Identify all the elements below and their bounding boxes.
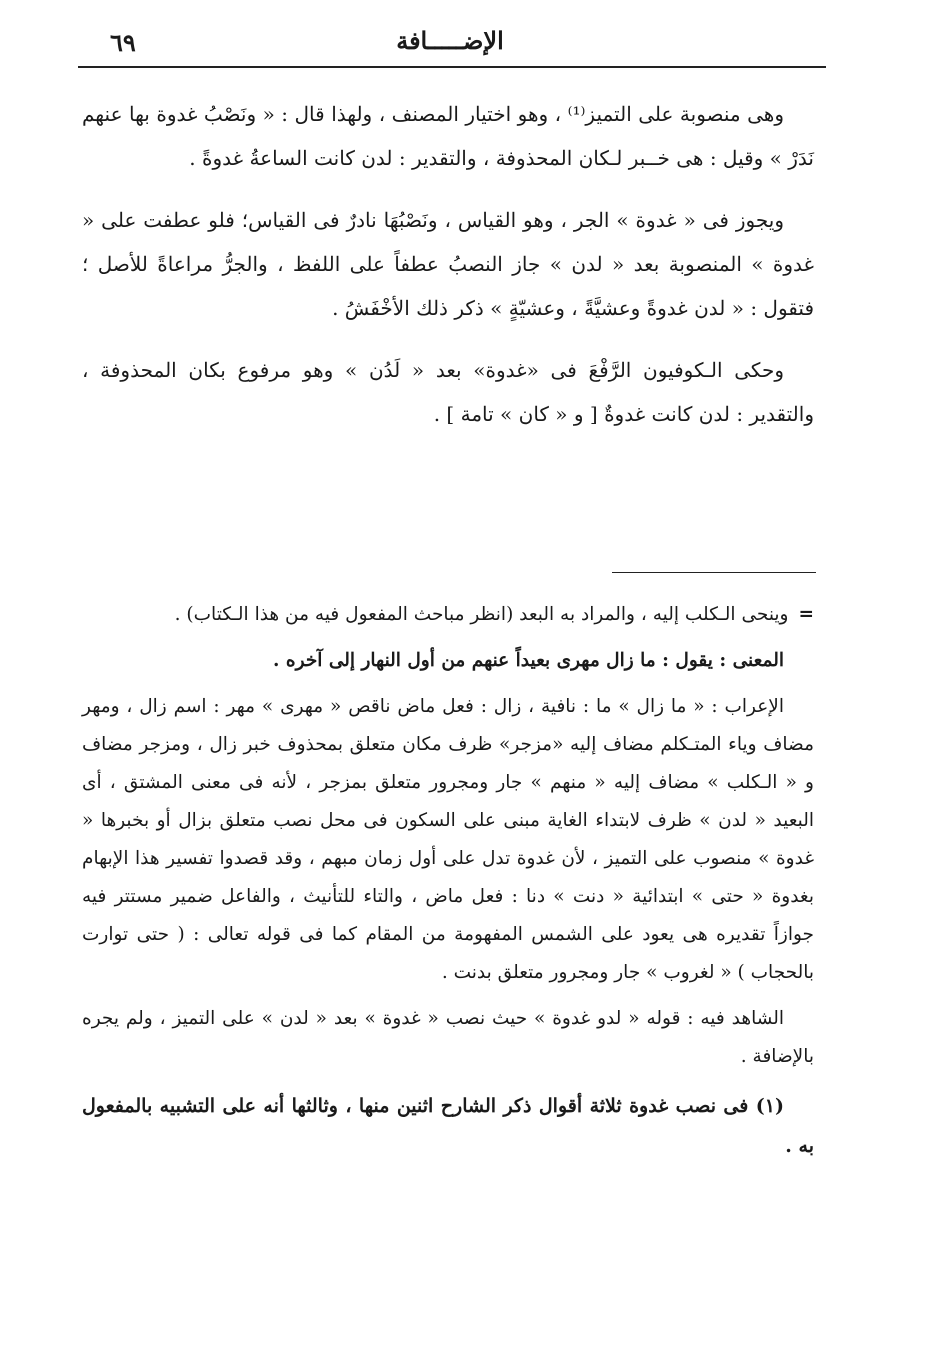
header-rule <box>78 66 826 68</box>
note-evidence: الشاهد فيه : قوله « لدو غدوة » حيث نصب « غدوة » بعد « لدن » على التميز ، ولم يجره بالإضافة . <box>82 1008 814 1067</box>
note-line <box>82 596 814 634</box>
continuation-mark: = <box>798 604 814 625</box>
notes-section <box>82 596 814 1185</box>
note-parsing: الإعراب : « ما زال » ما : نافية ، زال : فعل ماض ناقص « مهرى » مهر : اسم زال ، ومهر مضاف وياء المتـكلم مضاف إليه «مزجر» ظرف مكان متعلق بمحذوف خبر زال ، ومزجر مضاف و « الـكلب » مضاف إليه « منهم » جار ومجرور متعلق بمزجر ، لأنه فى معنى المشتق ، أى البعيد « لدن » ظرف لابتداء الغاية مبنى على السكون فى محل نصب متعلق بزال أو بخبرها « غدوة » منصوب على التميز ، لأن غدوة تدل على أول زمان مبهم ، وقد قصدوا تفسير هذا الإبهام بغدوة « حتى » ابتدائية « دنت » دنا : فعل ماض ، والتاء للتأنيث ، والفاعل ضمير مستتر فيه جوازاً تقديره هى يعود على الشمس المفهومة من المقام كما فى قوله تعالى : ( حتى توارت بالحجاب ) « لغروب » جار ومجرور متعلق بدنت . <box>82 696 814 983</box>
note-meaning: المعنى : يقول : ما زال مهرى بعيداً عنهم من أول النهار إلى آخره . <box>273 650 784 671</box>
paragraph: ويجوز فى « غدوة » الجر ، وهو القياس ، ونَصْبُهَا نادرٌ فى القياس؛ فلو عطفت على « غدوة » المنصوبة بعد « لدن » جاز النصبُ عطفاً على اللفظ ، والجرُّ مراعاةً للأصل ؛ فتقول : « لدن غدوةً وعشيَّةً ، وعشيّةٍ » ذكر ذلك الأخْفَشُ . <box>82 208 814 320</box>
footnote: (١) فى نصب غدوة ثلاثة أقوال ذكر الشارح اثنين منها ، وثالثها أنه على التشبيه بالمفعول به . <box>82 1095 814 1157</box>
main-text <box>82 92 814 454</box>
paragraph: وحكى الـكوفيون الرَّفْعَ فى «غدوة» بعد « لَدُن » وهو مرفوع بكان المحذوفة ، والتقدير : لدن كانت غدوةٌ [ و « كان » تامة ] . <box>82 358 814 426</box>
page-header <box>80 22 820 66</box>
note-text: وينحى الـكلب إليه ، والمراد به البعد (انظر مباحث المفعول فيه من هذا الـكتاب) . <box>174 604 789 625</box>
running-title: الإضـــــافة <box>396 26 504 55</box>
paragraph: وهى منصوبة على التميز⁽¹⁾ ، وهو اختيار المصنف ، ولهذا قال : « ونَصْبُ غدوة بها عنهم نَدَرْ » وقيل : هى خــبر لـكان المحذوفة ، والتقدير : لدن كانت الساعةُ غدوةً . <box>82 102 814 170</box>
notes-divider <box>612 572 816 573</box>
page-number: ٦٩ <box>110 28 136 57</box>
